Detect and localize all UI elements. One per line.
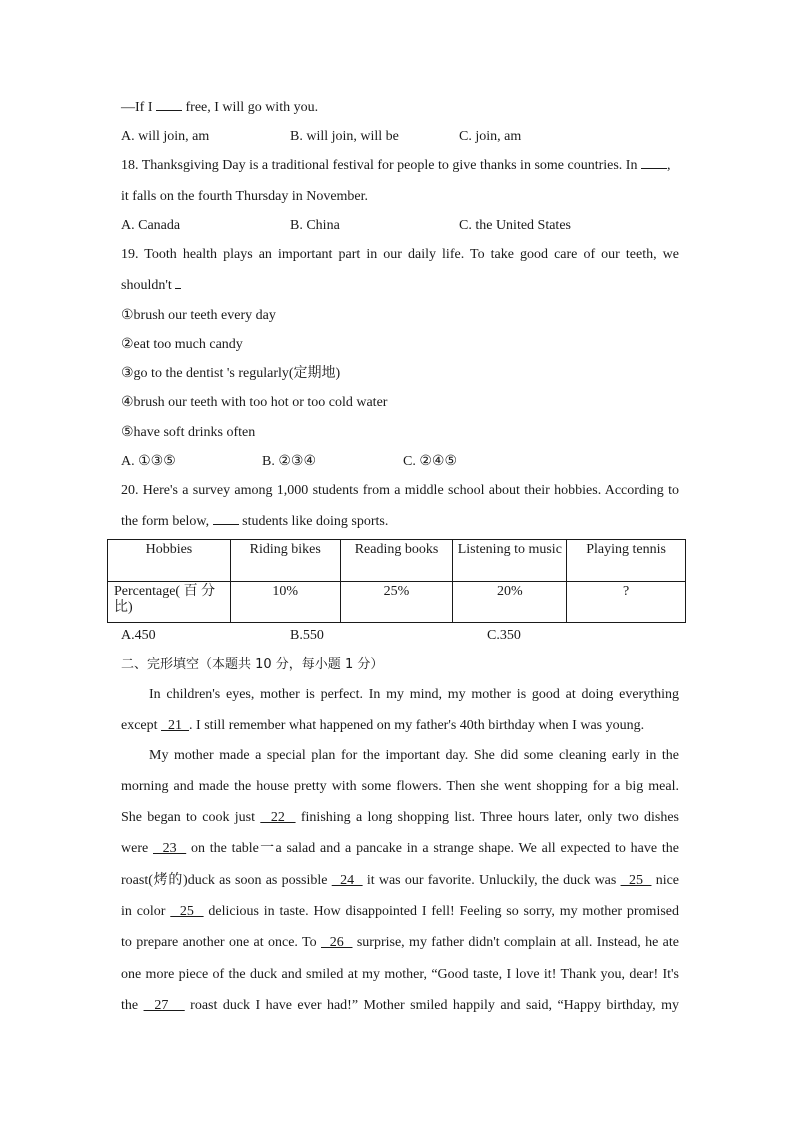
passage-text: surprise, my father didn't complain at all. Instead, he ate — [352, 935, 679, 950]
q18-option-a: A. Canada — [121, 218, 181, 233]
table-cell: Percentage( 百 分 比) — [108, 582, 231, 623]
q20-line-2 — [121, 513, 679, 531]
blank-25: 25 — [620, 873, 652, 888]
q20-line-1: 20. Here's a survey among 1,000 students from a middle school about their hobbies. According to — [121, 483, 679, 498]
blank-22: 22 — [260, 810, 296, 825]
table-header-row — [108, 540, 686, 582]
blank-25-second: 25 — [170, 904, 204, 919]
table-cell: ? — [567, 582, 686, 623]
q19-option-c: C. ②④⑤ — [403, 454, 457, 469]
passage-text: on the table一a salad and a pancake in a strange shape. We all expected to have the — [186, 841, 679, 856]
blank-26: 26 — [321, 935, 353, 950]
passage-text: . I still remember what happened on my father's 40th birthday when I was young. — [189, 718, 645, 733]
passage-line — [121, 934, 679, 952]
passage-line — [121, 903, 679, 921]
passage-line — [121, 840, 679, 858]
q20-text: the form below, — [121, 514, 213, 529]
passage-line — [121, 997, 679, 1015]
passage-text: it was our favorite. Unluckily, the duck was — [362, 873, 621, 888]
passage-line: In children's eyes, mother is perfect. In my mind, my mother is good at doing everything — [149, 687, 679, 702]
q19-line-2 — [121, 277, 679, 295]
passage-text: roast(烤的)duck as soon as possible — [121, 873, 332, 888]
q17-option-a: A. will join, am — [121, 129, 210, 144]
q18-blank — [641, 157, 667, 169]
q17-option-b: B. will join, will be — [290, 129, 399, 144]
passage-line: My mother made a special plan for the important day. She did some cleaning early in the — [149, 748, 679, 763]
passage-text: delicious in taste. How disappointed I fell! Feeling so sorry, my mother promised — [203, 904, 680, 919]
q19-item-4: ④brush our teeth with too hot or too cold water — [121, 395, 388, 410]
table-header-cell: Playing tennis — [567, 540, 686, 582]
q18-line-1 — [121, 157, 679, 175]
blank-24: 24 — [331, 873, 363, 888]
hobby-survey-table — [107, 539, 686, 623]
passage-text: finishing a long shopping list. Three hours later, only two dishes — [295, 810, 680, 825]
table-row — [108, 582, 686, 623]
passage-text: the — [121, 998, 144, 1013]
table-header-cell: Reading books — [340, 540, 453, 582]
q20-option-b: B.550 — [290, 628, 324, 643]
passage-text: She began to cook just — [121, 810, 261, 825]
q20-option-c: C.350 — [487, 628, 521, 643]
q20-text-end: students like doing sports. — [238, 514, 389, 529]
passage-line: one more piece of the duck and smiled at my mother, “Good taste, I love it! Thank you, dear! It's — [121, 967, 679, 982]
table-header-cell: Hobbies — [108, 540, 231, 582]
q20-blank — [213, 513, 239, 525]
q17-dialog-line — [121, 99, 679, 117]
passage-text: except — [121, 718, 162, 733]
table-cell: 10% — [230, 582, 340, 623]
q19-option-b: B. ②③④ — [262, 454, 316, 469]
q19-item-5: ⑤have soft drinks often — [121, 425, 256, 440]
q19-blank — [175, 277, 181, 289]
q19-item-3: ③go to the dentist 's regularly(定期地) — [121, 366, 341, 381]
q18-option-b: B. China — [290, 218, 340, 233]
q19-item-1: ①brush our teeth every day — [121, 308, 276, 323]
passage-line — [121, 809, 679, 827]
q17-text: —If I — [121, 100, 156, 115]
passage-line: morning and made the house pretty with some flowers. Then she went shopping for a big meal. — [121, 779, 679, 794]
passage-line — [121, 872, 679, 890]
table-header-cell: Riding bikes — [230, 540, 340, 582]
q20-option-a: A.450 — [121, 628, 156, 643]
q19-item-2: ②eat too much candy — [121, 337, 243, 352]
table-cell: 25% — [340, 582, 453, 623]
passage-text: in color — [121, 904, 171, 919]
q18-line-2: it falls on the fourth Thursday in November. — [121, 189, 369, 204]
blank-23: 23 — [153, 841, 187, 856]
passage-text: to prepare another one at once. To — [121, 935, 321, 950]
section-title: 二、完形填空（本题共 10 分，每小题 1 分） — [121, 657, 384, 672]
passage-text: nice — [651, 873, 680, 888]
passage-line — [121, 717, 679, 735]
q19-text: shouldn't — [121, 278, 176, 293]
q18-option-c: C. the United States — [459, 218, 571, 233]
q18-comma: , — [666, 158, 671, 173]
q18-text: 18. Thanksgiving Day is a traditional festival for people to give thanks in some countries. In — [121, 158, 641, 173]
q19-line-1: 19. Tooth health plays an important part in our daily life. To take good care of our teeth, we — [121, 247, 679, 262]
q19-option-a: A. ①③⑤ — [121, 454, 176, 469]
passage-text: roast duck I have ever had!” Mother smiled happily and said, “Happy birthday, my — [184, 998, 680, 1013]
table-cell: 20% — [453, 582, 567, 623]
q17-text-end: free, I will go with you. — [182, 100, 319, 115]
table-header-cell: Listening to music — [453, 540, 567, 582]
blank-21: 21 — [161, 718, 190, 733]
q17-option-c: C. join, am — [459, 129, 522, 144]
q17-blank — [156, 99, 182, 111]
blank-27: 27 — [143, 998, 185, 1013]
passage-text: were — [121, 841, 153, 856]
